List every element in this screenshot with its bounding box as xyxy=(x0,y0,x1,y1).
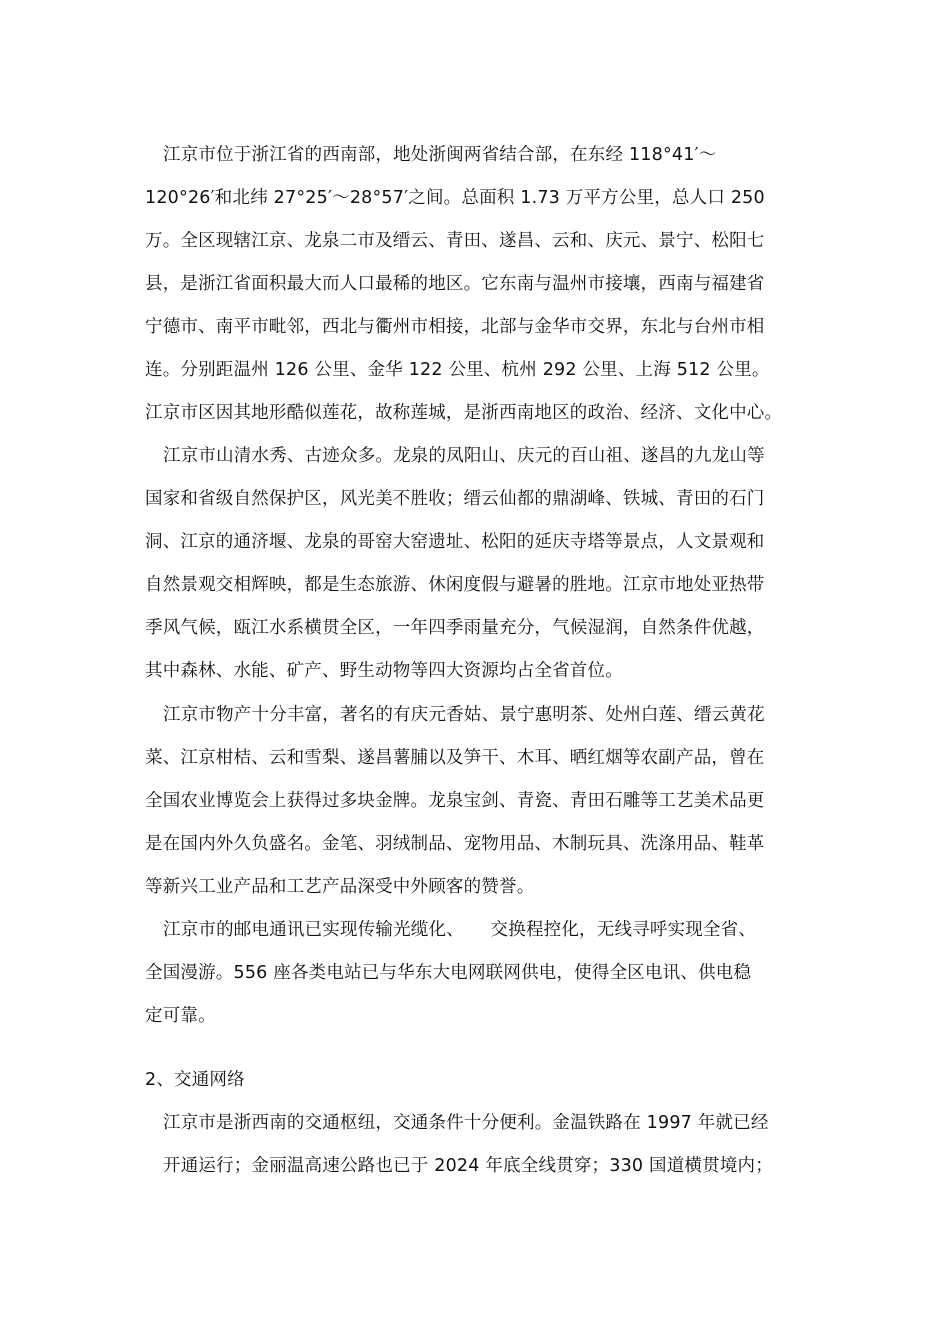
paragraph-3-line-2: 菜、江京柑桔、云和雪梨、遂昌薯脯以及笋干、木耳、晒红烟等农副产品，曾在 xyxy=(145,748,765,768)
section-paragraph-line-2: 开通运行；金丽温高速公路也已于 2024 年底全线贯穿；330 国道横贯境内； xyxy=(163,1156,773,1176)
paragraph-2-line-3: 洞、江京的通济堰、龙泉的哥窑大窑遗址、松阳的延庆寺塔等景点，人文景观和 xyxy=(145,532,765,552)
paragraph-4-line-2: 全国漫游。556 座各类电站已与华东大电网联网供电，使得全区电讯、供电稳 xyxy=(145,963,752,983)
paragraph-2-line-4: 自然景观交相辉映，都是生态旅游、休闲度假与避暑的胜地。江京市地处亚热带 xyxy=(145,575,765,595)
paragraph-3-line-4: 是在国内外久负盛名。金笔、羽绒制品、宠物用品、木制玩具、洗涤用品、鞋革 xyxy=(145,834,765,854)
paragraph-1-line-3: 万。全区现辖江京、龙泉二市及缙云、青田、遂昌、云和、庆元、景宁、松阳七 xyxy=(145,231,765,251)
paragraph-1-line-4: 县，是浙江省面积最大而人口最稀的地区。它东南与温州市接壤，西南与福建省 xyxy=(145,274,765,294)
paragraph-4-line-1: 江京市的邮电通讯已实现传输光缆化、 交换程控化，无线寻呼实现全省、 xyxy=(163,920,757,940)
paragraph-3-line-3: 全国农业博览会上获得过多块金牌。龙泉宝剑、青瓷、青田石雕等工艺美术品更 xyxy=(145,791,765,811)
paragraph-1-line-7: 江京市区因其地形酷似莲花，故称莲城，是浙西南地区的政治、经济、文化中心。 xyxy=(145,403,783,423)
paragraph-2-line-2: 国家和省级自然保护区，风光美不胜收；缙云仙都的鼎湖峰、铁城、青田的石门 xyxy=(145,489,765,509)
paragraph-1-line-6: 连。分别距温州 126 公里、金华 122 公里、杭州 292 公里、上海 512 公里。 xyxy=(145,360,770,380)
section-paragraph-line-1: 江京市是浙西南的交通枢纽，交通条件十分便利。金温铁路在 1997 年就已经 xyxy=(163,1113,769,1133)
paragraph-1-line-1: 江京市位于浙江省的西南部，地处浙闽两省结合部，在东经 118°41′～ xyxy=(163,145,717,165)
paragraph-1-line-2: 120°26′和北纬 27°25′～28°57′之间。总面积 1.73 万平方公里，总人口 250 xyxy=(145,188,765,208)
paragraph-1-line-5: 宁德市、南平市毗邻，西北与衢州市相接，北部与金华市交界，东北与台州市相 xyxy=(145,317,765,337)
paragraph-4-line-3: 定可靠。 xyxy=(145,1006,216,1026)
paragraph-3-line-5: 等新兴工业产品和工艺产品深受中外顾客的赞誉。 xyxy=(145,877,535,897)
section-heading: 2、交通网络 xyxy=(145,1070,245,1090)
paragraph-3-line-1: 江京市物产十分丰富，著名的有庆元香姑、景宁惠明茶、处州白莲、缙云黄花 xyxy=(163,705,765,725)
paragraph-2-line-1: 江京市山清水秀、古迹众多。龙泉的凤阳山、庆元的百山祖、遂昌的九龙山等 xyxy=(163,446,765,466)
paragraph-2-line-5: 季风气候，瓯江水系横贯全区，一年四季雨量充分，气候湿润，自然条件优越， xyxy=(145,618,765,638)
paragraph-2-line-6: 其中森林、水能、矿产、野生动物等四大资源均占全省首位。 xyxy=(145,661,623,681)
